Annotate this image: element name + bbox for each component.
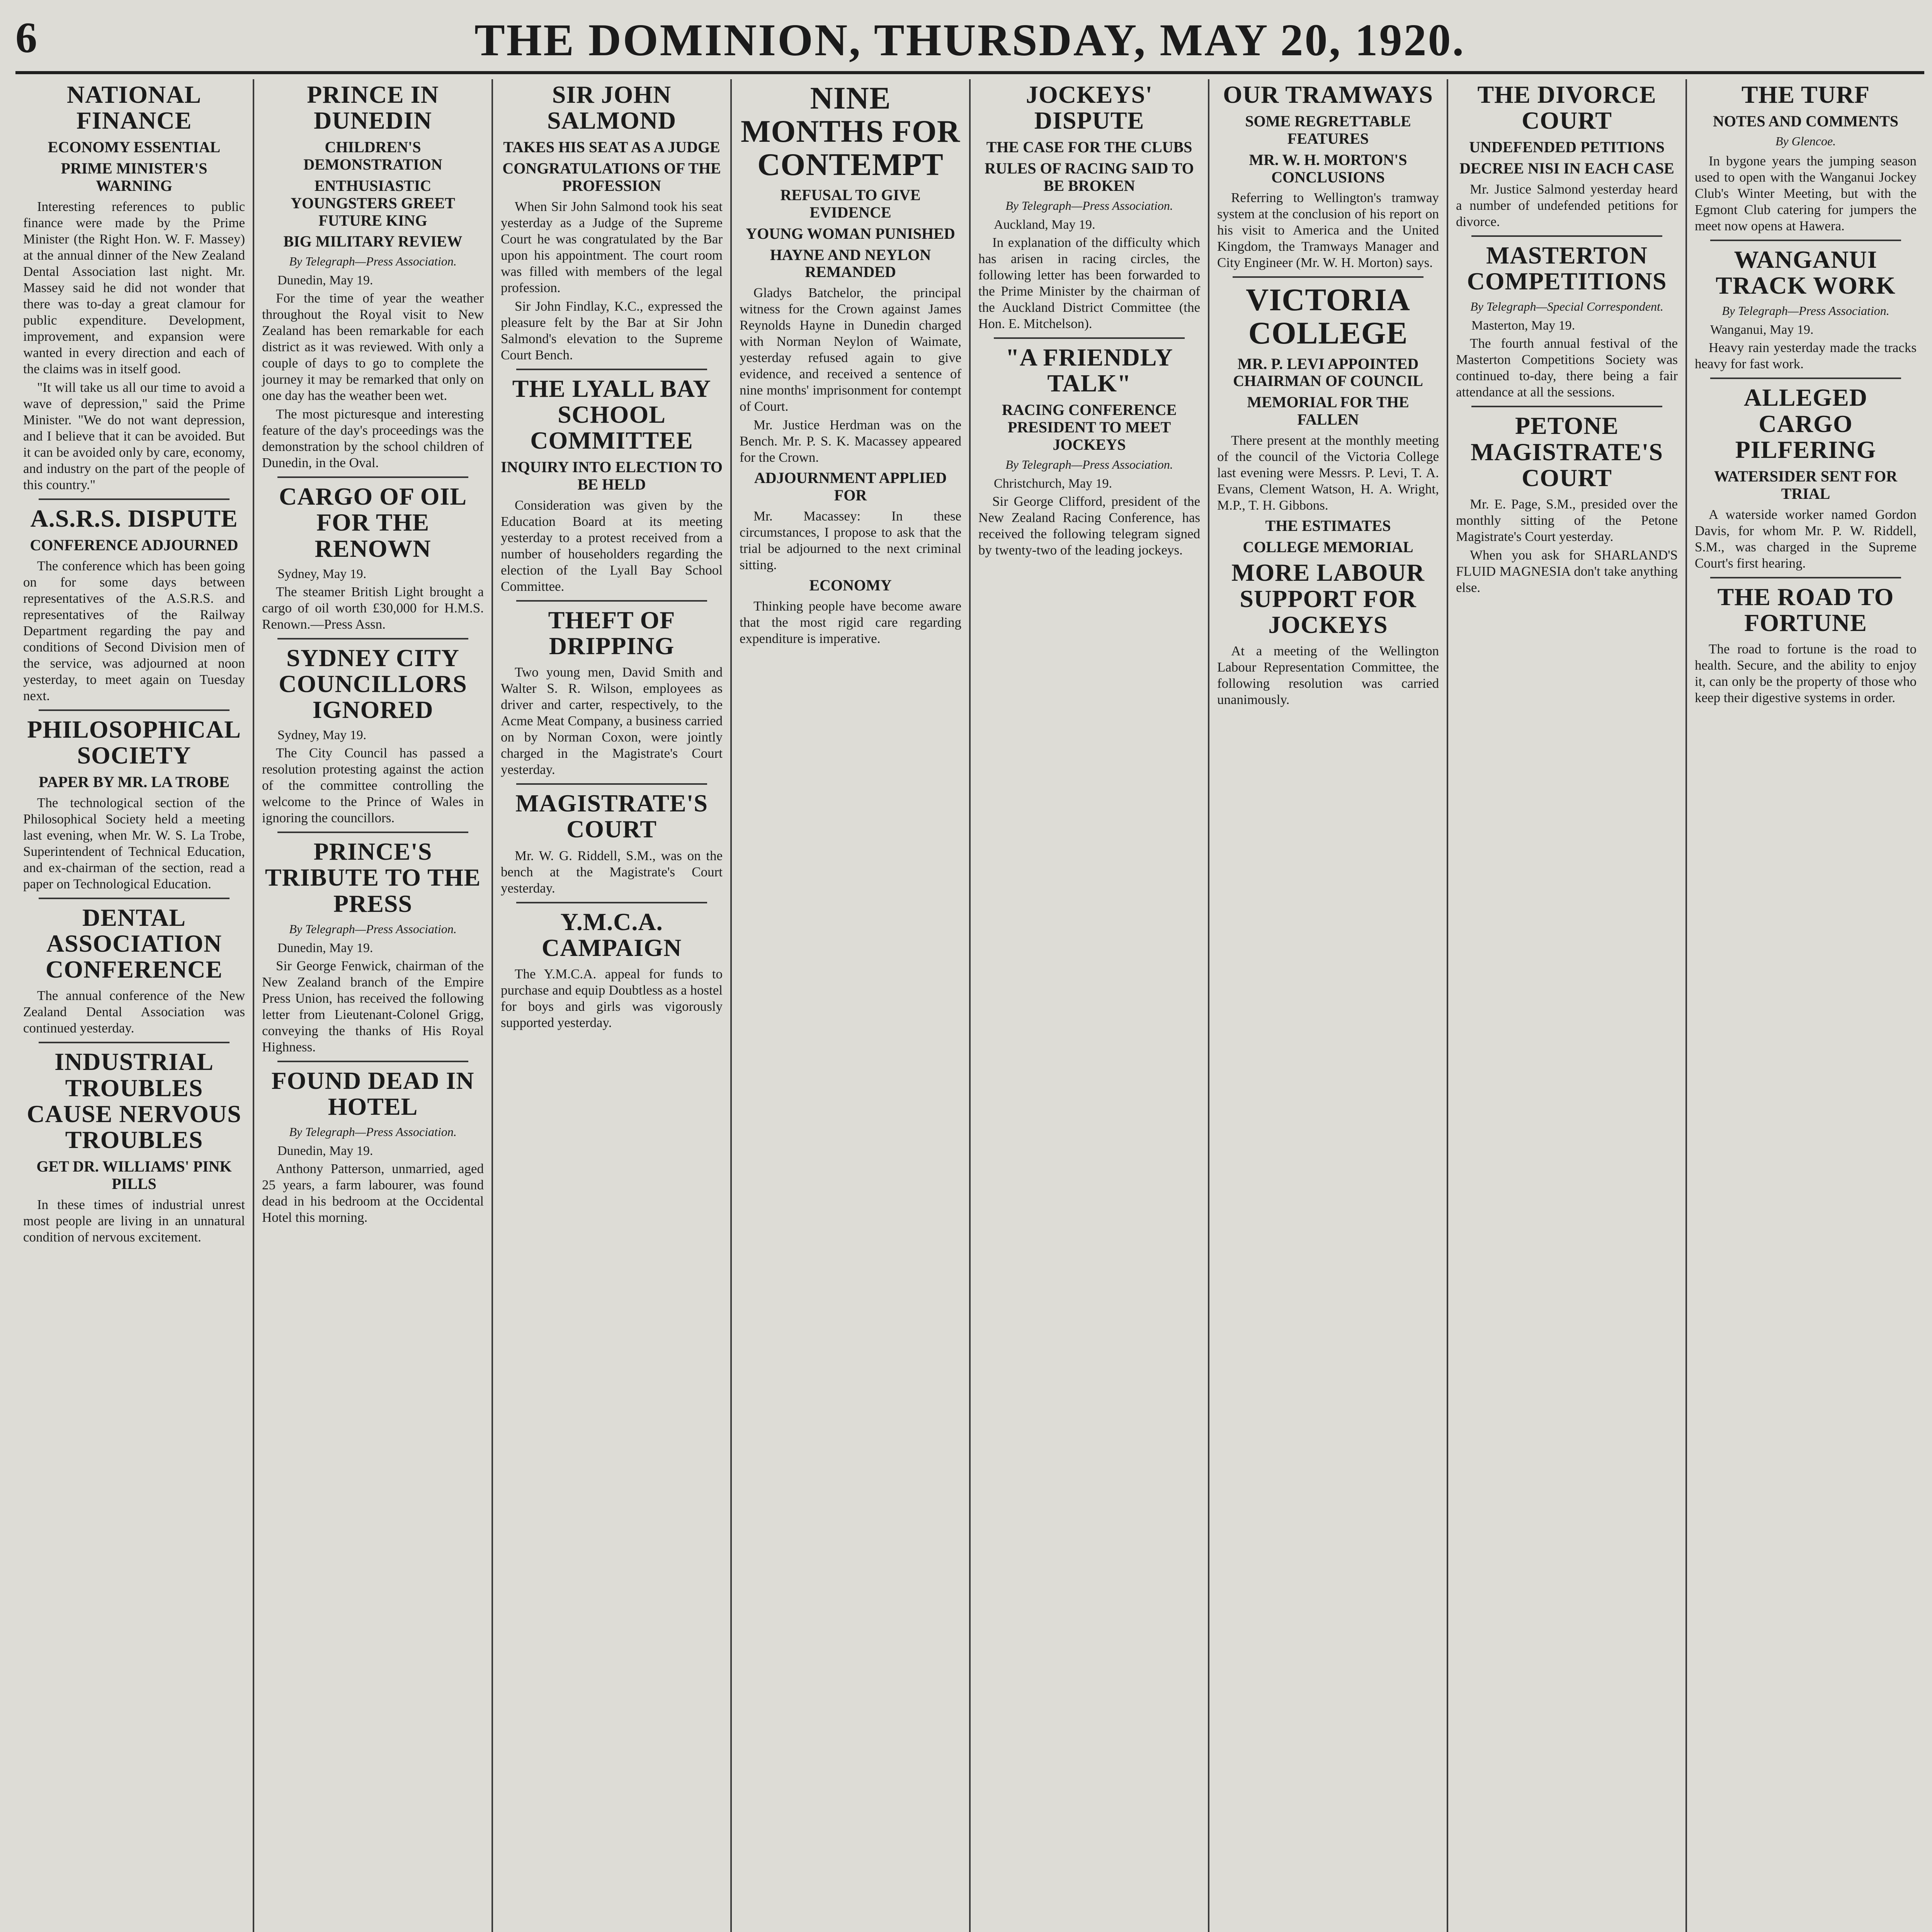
article-paragraph: The road to fortune is the road to health. Secure, and the ability to enjoy it, can only be the property of those who keep their digestive systems in order. <box>1695 641 1917 705</box>
article-headline: THEFT OF DRIPPING <box>548 606 675 660</box>
article-headline: DENTAL ASSOCIATION CONFERENCE <box>45 903 223 983</box>
article-headline: THE ROAD TO FORTUNE <box>1717 583 1894 636</box>
article-headline: SYDNEY CITY COUNCILLORS IGNORED <box>279 644 467 724</box>
article-dateline: Auckland, May 19. <box>994 217 1095 232</box>
article-paragraph: Consideration was given by the Education Board at its meeting yesterday to a protest received from a number of householders regarding the election of the Lyall Bay School Committee. <box>501 497 723 594</box>
article-headline: MAGISTRATE'S COURT <box>515 789 708 843</box>
article-paragraph: When you ask for SHARLAND'S FLUID MAGNESIA don't take anything else. <box>1456 547 1678 595</box>
article-subhead: MR. W. H. MORTON'S CONCLUSIONS <box>1249 151 1407 186</box>
article-headline: PRINCE'S TRIBUTE TO THE PRESS <box>265 838 481 917</box>
masthead <box>15 13 1924 74</box>
article-headline: A.S.R.S. DISPUTE <box>30 504 238 532</box>
article-paragraph: A waterside worker named Gordon Davis, for whom Mr. P. W. Riddell, S.M., was charged in the Supreme Court's first hearing. <box>1695 507 1917 571</box>
article-subhead: RULES OF RACING SAID TO BE BROKEN <box>985 160 1194 194</box>
article-paragraph: The fourth annual festival of the Masterton Competitions Society was continued to-day, there being a fair attendance at all the sessions. <box>1456 336 1678 400</box>
article-paragraph: Two young men, David Smith and Walter S. R. Wilson, employees as driver and carter, respectively, to the Acme Meat Company, a business carried on by Norman Coxon, were jointly charged in the Magistrate's Court yesterday. <box>501 665 723 777</box>
columns-container <box>15 79 1924 1932</box>
article-dateline: Dunedin, May 19. <box>277 1144 373 1158</box>
article-dateline: Sydney, May 19. <box>277 728 367 743</box>
article-subhead: REFUSAL TO GIVE EVIDENCE <box>780 186 921 221</box>
article-dateline: Christchurch, May 19. <box>994 476 1112 491</box>
article-paragraph: When Sir John Salmond took his seat yesterday as a Judge of the Supreme Court he was congratulated by the Bar upon his appointment. The court room was filled with members of the legal profession. <box>501 199 723 295</box>
article-byline: By Telegraph—Press Association. <box>1722 304 1889 318</box>
article-paragraph: Mr. Justice Herdman was on the Bench. Mr. P. S. K. Macassey appeared for the Crown. <box>740 417 961 465</box>
article-paragraph: Mr. E. Page, S.M., presided over the monthly sitting of the Petone Magistrate's Court yesterday. <box>1456 496 1678 544</box>
article-paragraph: The technological section of the Philosophical Society held a meeting last evening, when Mr. W. S. La Trobe, Superintendent of Technical Education, and ex-chairman of the section, read a paper on Technological Education. <box>23 795 245 891</box>
section-divider <box>1471 406 1662 407</box>
column-col7 <box>1447 79 1685 1932</box>
article-headline: MORE LABOUR SUPPORT FOR JOCKEYS <box>1231 559 1425 638</box>
article-byline: By Glencoe. <box>1775 134 1836 148</box>
article-subhead: PAPER BY MR. LA TROBE <box>39 773 230 791</box>
article-subhead: THE CASE FOR THE CLUBS <box>986 138 1192 156</box>
article-subhead: PRIME MINISTER'S WARNING <box>61 160 207 194</box>
article-paragraph: For the time of year the weather throughout the Royal visit to New Zealand has been remarkable for each district as it was reviewed. With only a couple of days to go to complete the journey it may be remarked that only on one day has the weather been wet. <box>262 291 484 403</box>
column-col6 <box>1208 79 1447 1932</box>
article-headline: SIR JOHN SALMOND <box>547 81 677 134</box>
article-paragraph: Referring to Wellington's tramway system at the conclusion of his report on his visit to America and the United Kingdom, the Tramways Manager and City Engineer (Mr. W. H. Morton) says. <box>1217 190 1439 270</box>
newspaper-title: THE DOMINION, THURSDAY, MAY 20, 1920. <box>474 15 1466 65</box>
article-subhead: TAKES HIS SEAT AS A JUDGE <box>503 138 720 156</box>
article-dateline: Masterton, May 19. <box>1471 318 1575 333</box>
article-paragraph: In explanation of the difficulty which has arisen in racing circles, the following letter has been forwarded to the Prime Minister by the chairman of the Auckland District Committee (the Hon. E. Mitchelson). <box>978 235 1200 331</box>
column-col8 <box>1685 79 1924 1932</box>
article-subhead: DECREE NISI IN EACH CASE <box>1459 160 1674 177</box>
article-subhead: CONFERENCE ADJOURNED <box>30 536 238 554</box>
article-paragraph: The conference which has been going on for some days between representatives of the A.S.R.S. and representatives of the Railway Department regarding the pay and conditions of Second Division men of the service, was adjourned at noon yesterday, to meet again on Tuesday next. <box>23 558 245 703</box>
article-dateline: Dunedin, May 19. <box>277 940 373 955</box>
column-col5 <box>969 79 1208 1932</box>
article-subhead: CHILDREN'S DEMONSTRATION <box>303 138 442 173</box>
article-headline: MASTERTON COMPETITIONS <box>1467 241 1667 295</box>
article-paragraph: The Y.M.C.A. appeal for funds to purchase and equip Doubtless as a hostel for boys and girls was vigorously supported yesterday. <box>501 966 723 1031</box>
article-headline: WANGANUI TRACK WORK <box>1716 245 1896 299</box>
article-paragraph: Mr. W. G. Riddell, S.M., was on the bench at the Magistrate's Court yesterday. <box>501 848 723 896</box>
article-paragraph: At a meeting of the Wellington Labour Representation Committee, the following resolution was carried unanimously. <box>1217 643 1439 707</box>
article-subhead: BIG MILITARY REVIEW <box>283 233 463 250</box>
article-headline: NATIONAL FINANCE <box>66 81 202 134</box>
article-dateline: Sydney, May 19. <box>277 566 367 581</box>
article-paragraph: The annual conference of the New Zealand Dental Association was continued yesterday. <box>23 988 245 1036</box>
article-subhead: NOTES AND COMMENTS <box>1713 112 1899 130</box>
article-headline: NINE MONTHS FOR CONTEMPT <box>740 80 961 182</box>
article-subhead: MEMORIAL FOR THE FALLEN <box>1247 393 1409 428</box>
article-paragraph: There present at the monthly meeting of the council of the Victoria College last evening were Messrs. P. Levi, T. A. Evans, Clement Watson, H. A. Wright, M.P., T. H. Gibbons. <box>1217 432 1439 513</box>
column-col3 <box>492 79 730 1932</box>
column-col4 <box>730 79 969 1932</box>
section-divider <box>516 600 707 602</box>
article-subhead: ENTHUSIASTIC YOUNGSTERS GREET FUTURE KING <box>291 177 455 229</box>
article-paragraph: "It will take us all our time to avoid a wave of depression," said the Prime Minister. "We do not want depression, and I believe that it can be avoided. But it can be avoided only by care, economy, and industry on the part of the people of this country." <box>23 379 245 492</box>
article-headline: ALLEGED CARGO PILFERING <box>1735 384 1876 463</box>
article-paragraph: Sir John Findlay, K.C., expressed the pleasure felt by the Bar at Sir John Salmond's elevation to the Supreme Court Bench. <box>501 298 723 362</box>
article-headline: THE DIVORCE COURT <box>1477 81 1656 134</box>
article-subhead: RACING CONFERENCE PRESIDENT TO MEET JOCKEYS <box>1002 401 1177 453</box>
article-paragraph: The steamer British Light brought a cargo of oil worth £30,000 for H.M.S. Renown.—Press Assn. <box>262 584 484 632</box>
section-divider <box>277 638 468 639</box>
article-headline: FOUND DEAD IN HOTEL <box>271 1066 474 1121</box>
section-divider <box>39 1042 230 1043</box>
article-paragraph: Interesting references to public finance were made by the Prime Minister (the Right Hon. W. F. Massey) at the annual dinner of the New Zealand Dental Association last night. Mr. Massey said he did not wonder that there was to-day a great clamour for public expenditure. Development, improvement, and expansion were wanted in every direction and each of the claims was in itself good. <box>23 199 245 376</box>
article-headline: THE TURF <box>1741 81 1870 108</box>
page-number: 6 <box>15 14 37 62</box>
article-headline: OUR TRAMWAYS <box>1223 81 1433 108</box>
section-divider <box>1471 235 1662 237</box>
article-paragraph: Mr. Macassey: In these circumstances, I propose to ask that the trial be adjourned to the next criminal sitting. <box>740 508 961 572</box>
article-headline: VICTORIA COLLEGE <box>1246 282 1410 351</box>
article-paragraph: Gladys Batchelor, the principal witness for the Crown against James Reynolds Hayne in Dunedin charged with Norman Neylon of Waimate, yesterday refused again to give evidence, and received a sentence of nine months' imprisonment for contempt of Court. <box>740 285 961 414</box>
article-subhead: SOME REGRETTABLE FEATURES <box>1245 112 1411 147</box>
article-subhead: ECONOMY ESSENTIAL <box>48 138 221 156</box>
section-divider <box>1710 240 1901 241</box>
article-subhead: COLLEGE MEMORIAL <box>1243 538 1413 556</box>
article-paragraph: Sir George Fenwick, chairman of the New Zealand branch of the Empire Press Union, has received the following letter from Lieutenant-Colonel Grigg, conveying the thanks of His Royal Highness. <box>262 958 484 1054</box>
article-subhead: ECONOMY <box>809 576 892 594</box>
article-byline: By Telegraph—Press Association. <box>1005 457 1173 471</box>
article-byline: By Telegraph—Press Association. <box>1005 198 1173 213</box>
article-subhead: YOUNG WOMAN PUNISHED <box>746 224 955 242</box>
article-paragraph: The City Council has passed a resolution protesting against the action of the committee controlling the welcome to the Prince of Wales in ignoring the councillors. <box>262 745 484 826</box>
article-subhead: UNDEFENDED PETITIONS <box>1469 138 1665 156</box>
section-divider <box>39 498 230 500</box>
article-paragraph: Mr. Justice Salmond yesterday heard a number of undefended petitions for divorce. <box>1456 181 1678 229</box>
article-paragraph: Heavy rain yesterday made the tracks heavy for fast work. <box>1695 340 1917 372</box>
article-headline: PETONE MAGISTRATE'S COURT <box>1470 412 1663 492</box>
article-byline: By Telegraph—Press Association. <box>289 254 457 269</box>
article-byline: By Telegraph—Press Association. <box>289 1125 457 1139</box>
article-headline: "A FRIENDLY TALK" <box>1005 343 1173 397</box>
article-subhead: ADJOURNMENT APPLIED FOR <box>754 469 947 504</box>
article-paragraph: In bygone years the jumping season used to open with the Wanganui Jockey Club's Winter Meeting, but with the Egmont Club catering for jumpers the meet now opens at Hawera. <box>1695 153 1917 233</box>
section-divider <box>1710 577 1901 578</box>
article-dateline: Wanganui, May 19. <box>1710 323 1814 337</box>
article-headline: PHILOSOPHICAL SOCIETY <box>27 715 241 769</box>
article-headline: Y.M.C.A. CAMPAIGN <box>541 908 682 961</box>
article-headline: PRINCE IN DUNEDIN <box>307 81 439 134</box>
column-col2 <box>253 79 492 1932</box>
section-divider <box>277 476 468 478</box>
article-subhead: WATERSIDER SENT FOR TRIAL <box>1714 467 1898 502</box>
article-dateline: Dunedin, May 19. <box>277 273 373 288</box>
article-headline: INDUSTRIAL TROUBLES CAUSE NERVOUS TROUBLES <box>27 1048 242 1154</box>
article-subhead: THE ESTIMATES <box>1265 517 1391 534</box>
section-divider <box>39 898 230 899</box>
article-paragraph: The most picturesque and interesting feature of the day's proceedings was the demonstration by the school children of Dunedin, in the Oval. <box>262 406 484 471</box>
section-divider <box>1233 276 1423 278</box>
article-headline: CARGO OF OIL FOR THE RENOWN <box>279 483 467 562</box>
article-subhead: GET DR. WILLIAMS' PINK PILLS <box>36 1158 232 1193</box>
article-byline: By Telegraph—Special Correspondent. <box>1470 299 1663 314</box>
section-divider <box>277 1061 468 1062</box>
article-byline: By Telegraph—Press Association. <box>289 922 457 936</box>
section-divider <box>39 709 230 711</box>
section-divider <box>1710 378 1901 379</box>
section-divider <box>516 902 707 903</box>
article-paragraph: Sir George Clifford, president of the New Zealand Racing Conference, has received the following telegram signed by twenty-two of the leading jockeys. <box>978 493 1200 558</box>
section-divider <box>994 337 1185 339</box>
article-paragraph: In these times of industrial unrest most people are living in an unnatural condition of nervous excitement. <box>23 1197 245 1245</box>
article-subhead: CONGRATULATIONS OF THE PROFESSION <box>502 160 721 194</box>
article-headline: THE LYALL BAY SCHOOL COMMITTEE <box>512 374 711 454</box>
article-paragraph: Anthony Patterson, unmarried, aged 25 years, a farm labourer, was found dead in his bedroom at the Occidental Hotel this morning. <box>262 1161 484 1225</box>
section-divider <box>516 369 707 370</box>
section-divider <box>516 783 707 785</box>
article-subhead: INQUIRY INTO ELECTION TO BE HELD <box>501 458 723 493</box>
section-divider <box>277 832 468 833</box>
article-subhead: MR. P. LEVI APPOINTED CHAIRMAN OF COUNCIL <box>1233 355 1423 390</box>
column-col1 <box>15 79 253 1932</box>
article-headline: JOCKEYS' DISPUTE <box>1026 81 1153 134</box>
article-paragraph: Thinking people have become aware that the most rigid care regarding expenditure is imperative. <box>740 598 961 646</box>
article-subhead: HAYNE AND NEYLON REMANDED <box>770 246 931 281</box>
